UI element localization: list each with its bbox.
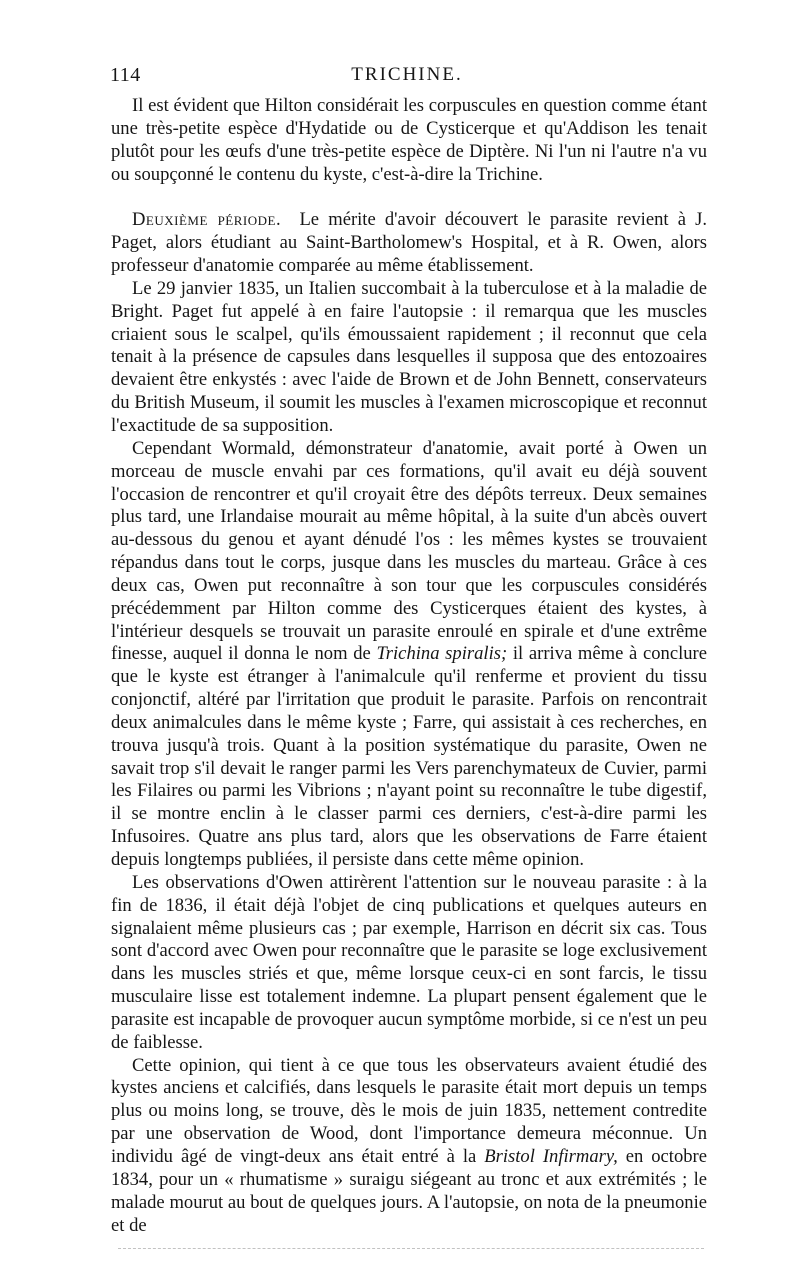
paragraph-deuxieme-periode (111, 209, 707, 278)
section-gap (111, 186, 707, 209)
paragraph-text: il arriva même à conclure que le kyste est étranger à l'animalcule qu'il renferme et provient du tissu conjonctif, altéré par l'irritation que produit le parasite. Parfois on rencontrait deux animalcules dans le même kyste ; Farre, qui assistait à ces recherches, en trouva jusqu'à trois. Quant à la position systématique du parasite, Owen ne savait trop s'il devait le ranger parmi les Vers parenchymateux de Cuvier, parmi les Filaires ou parmi les Vibrions ; n'ayant point su reconnaître le tube digestif, il se montre enclin à le classer parmi ces derniers, c'est-à-dire parmi les Infusoires. Quatre ans plus tard, alors que les observations de Farre étaient depuis longtemps publiées, il persiste dans cette même opinion. (111, 643, 708, 870)
paragraph-paget-autopsie: Le 29 janvier 1835, un Italien succombait à la tuberculose et à la maladie de Bright. Paget fut appelé à en faire l'autopsie : il remarqua que les muscles criaient sous le scalpel, qu'ils émoussaient rapidement ; il reconnut que cela tenait à la présence de capsules dans lesquelles il supposa que des entozoaires devaient être enkystés : avec l'aide de Brown et de John Bennett, conservateurs du British Museum, il soumit les muscles à l'examen microscopique et reconnut l'exactitude de sa supposition. (111, 277, 707, 436)
paragraph-hilton-addison: Il est évident que Hilton considérait les corpuscules en question comme étant une très-petite espèce d'Hydatide ou de Cysticerque et qu'Addison les tenait plutôt pour les œufs d'une très-petite espèce de Diptère. Ni l'un ni l'autre n'a vu ou soupçonné le contenu du kyste, c'est-à-dire la Trichine. (111, 95, 707, 185)
page-header (110, 64, 704, 94)
scan-artifact-line (118, 1248, 704, 1249)
page-number: 114 (110, 64, 141, 86)
paragraph-text: Cependant Wormald, démonstrateur d'anatomie, avait porté à Owen un morceau de muscle envahi par ces formations, qu'il avait eu déjà souvent l'occasion de rencontrer et qu'il croyait être des dépôts terreux. Deux semaines plus tard, une Irlandaise mourait au même hôpital, à la suite d'un abcès ouvert au-dessous du genou et ayant dénudé l'os : les mêmes kystes se trouvaient répandus dans tout le corps, jusque dans les muscles du marteau. Grâce à ces deux cas, Owen put reconnaître à son tour que les corpuscules considérés précédemment par Hilton comme des Cysticerques étaient des kystes, à l'intérieur desquels se trouvait un parasite enroulé en spirale et d'une extrême finesse, auquel il donna le nom de (111, 437, 707, 665)
paragraph-observations-owen: Les observations d'Owen attirèrent l'attention sur le nouveau parasite : à la fin de 1836, il était déjà l'objet de cinq publications et quelques auteurs en signalaient même plusieurs cas ; par exemple, Harrison en décrit six cas. Tous sont d'accord avec Owen pour reconnaître que le parasite se loge exclusivement dans les muscles striés et que, même lorsque ceux-ci en sont farcis, le tissu musculaire lisse est totalement indemne. La plupart pensent également que le parasite est incapable de provoquer aucun symptôme morbide, si ce n'est un peu de faiblesse. (111, 871, 707, 1053)
paragraph-text: Le mérite d'avoir découvert le parasite revient à J. Paget, alors étudiant au Saint-Bartholomew's Hospital, et à R. Owen, alors professeur d'anatomie comparée au même établissement. (111, 209, 707, 277)
species-name: Trichina spiralis; (376, 643, 508, 665)
paragraph-text: Cette opinion, qui tient à ce que tous les observateurs avaient étudié des kystes anciens et calcifiés, dans lesquels le parasite était mort depuis un temps plus ou moins long, se trouve, dès le mois de juin 1835, nettement contredite par une observation de Wood, dont l'importance demeura méconnue. Un individu âgé de vingt-deux ans était entré à la (111, 1054, 707, 1167)
institution-name: Bristol Infirmary, (484, 1145, 618, 1167)
section-heading: Deuxième période. (132, 209, 282, 231)
running-title: TRICHINE. (351, 64, 463, 85)
paragraph-wood-observation (111, 1055, 707, 1238)
paragraph-owen-trichina (111, 438, 707, 872)
body-text (111, 95, 707, 1237)
paragraph-text: en octobre 1834, pour un « rhumatisme » suraigu siégeant au tronc et aux extrémités ; le malade mourut au bout de quelques jours. A l'autopsie, on nota de la pneumonie et de (111, 1145, 707, 1236)
